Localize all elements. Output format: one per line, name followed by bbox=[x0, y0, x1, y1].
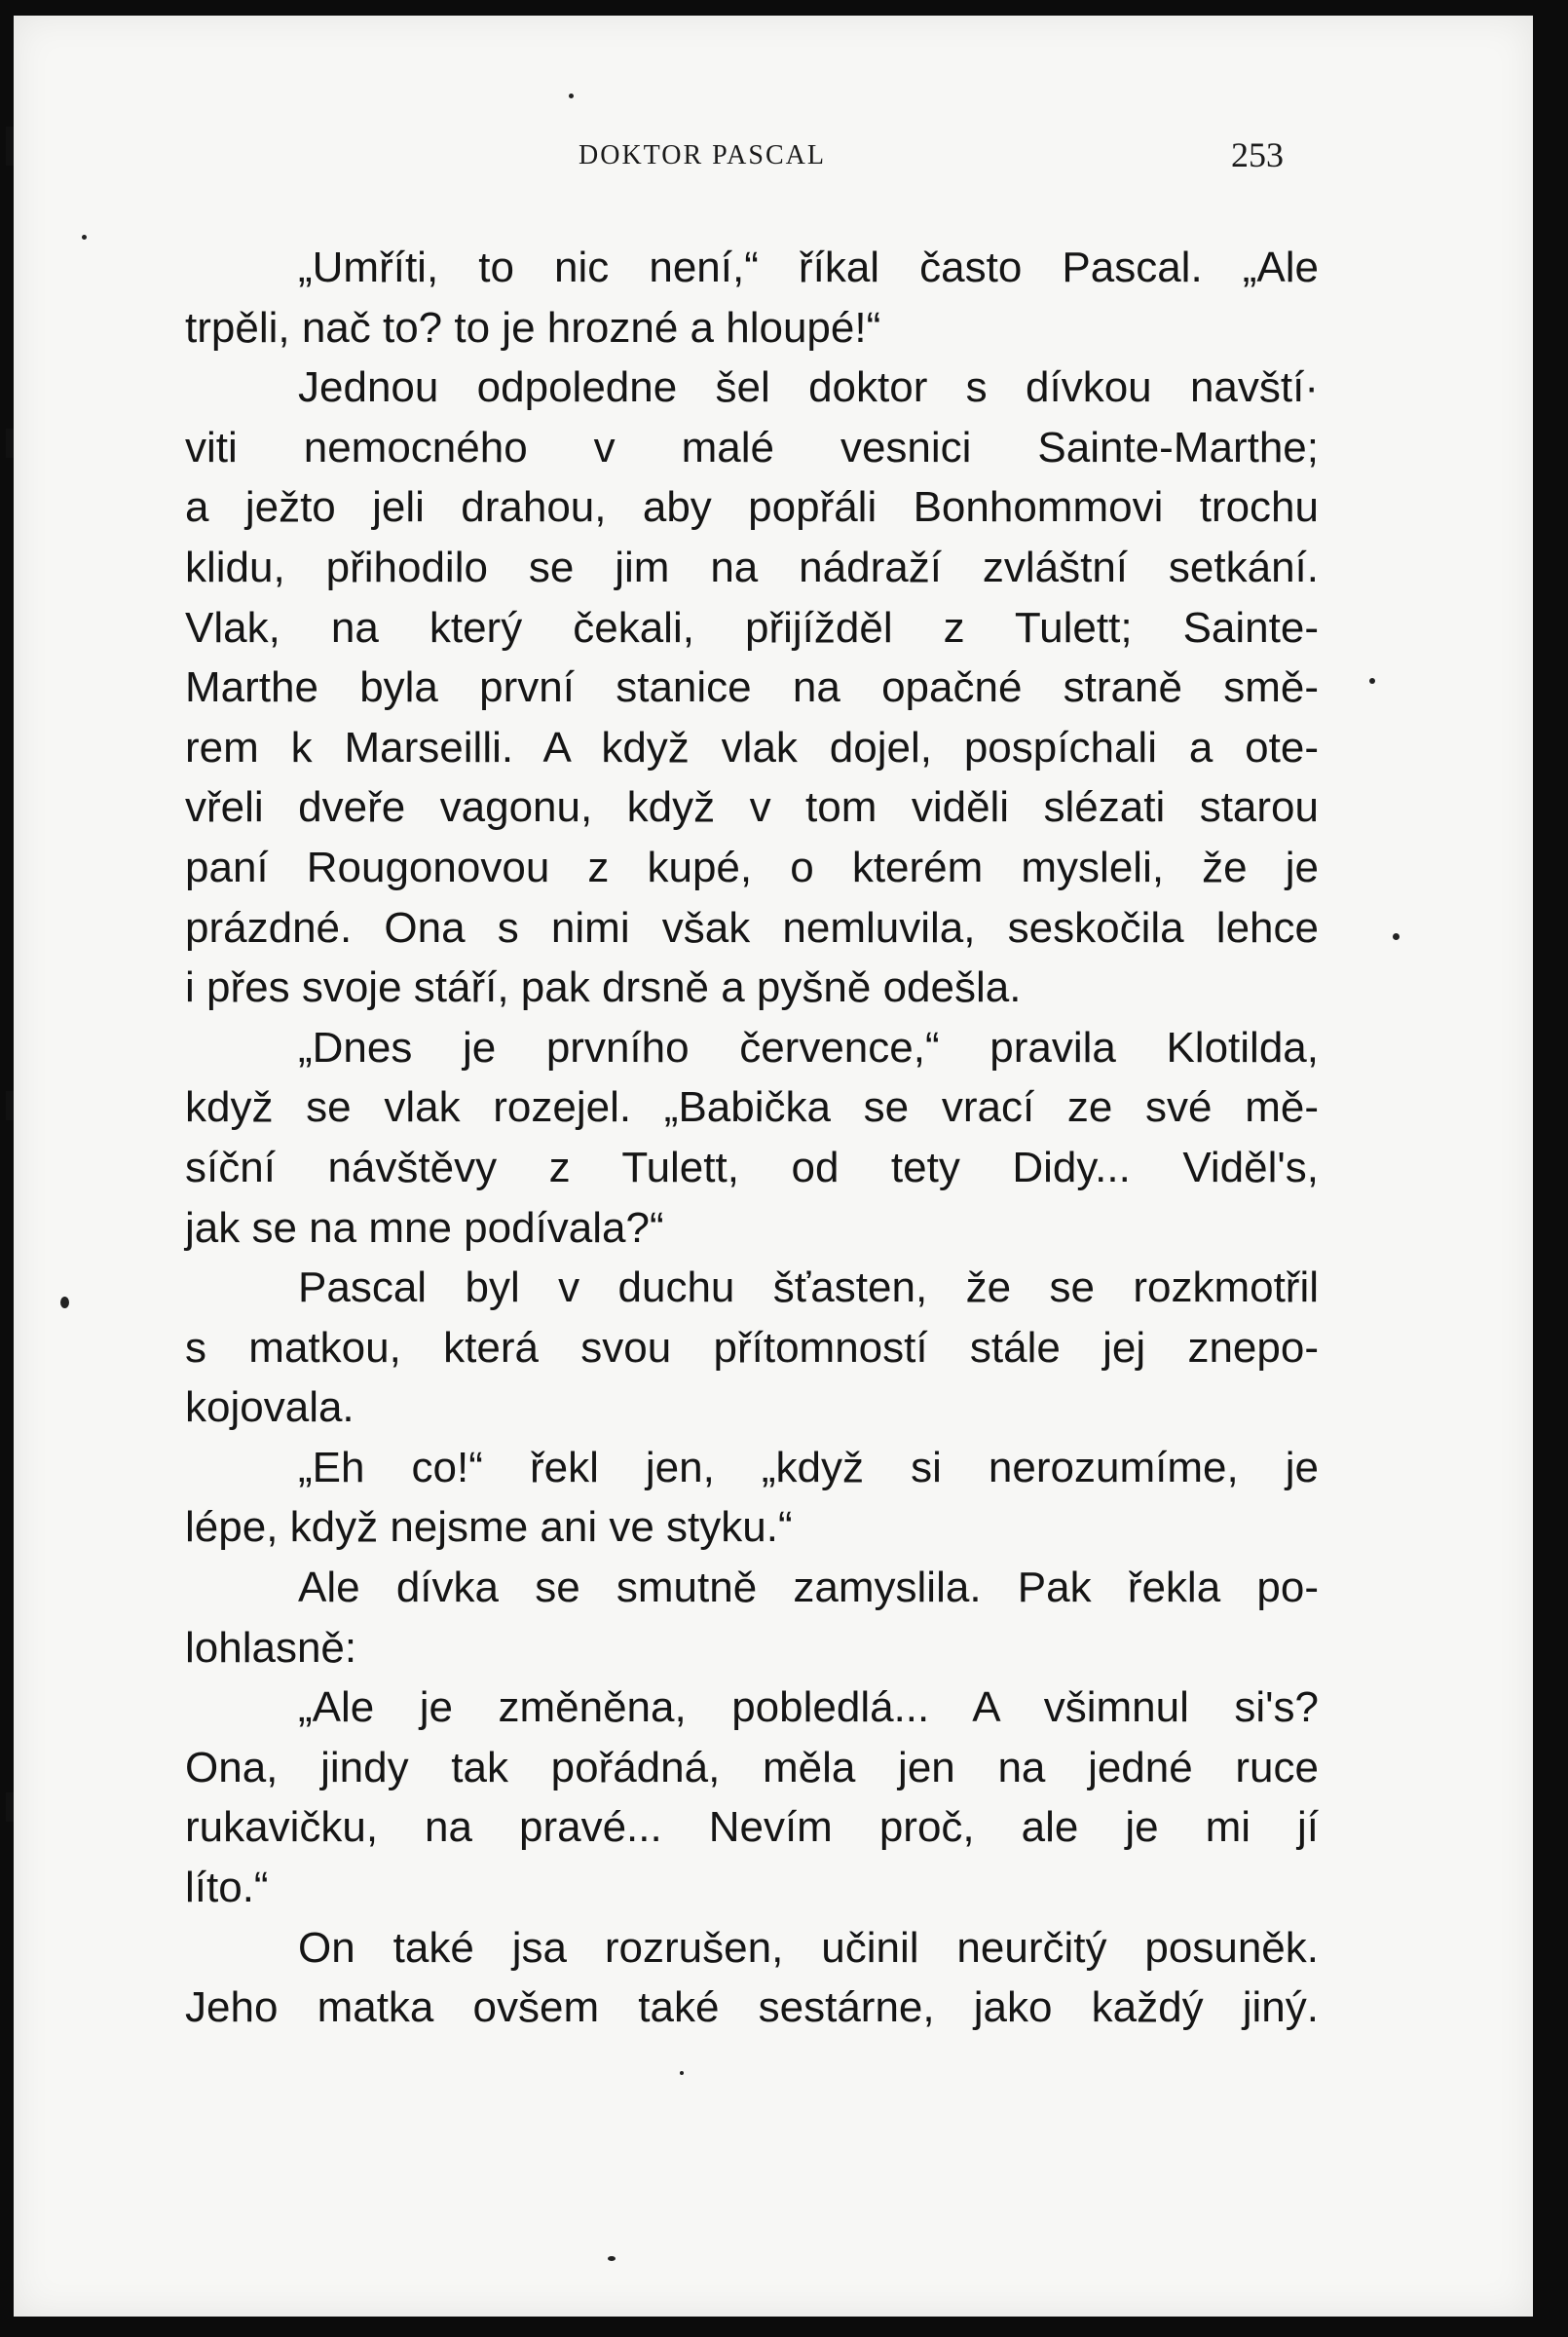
text-line: prázdné. Ona s nimi však nemluvila, seskočila lehce bbox=[185, 903, 1319, 952]
scan-speck bbox=[569, 94, 574, 98]
text-line: a ježto jeli drahou, aby popřáli Bonhommovi trochu bbox=[185, 483, 1319, 532]
binding-mark bbox=[6, 429, 14, 458]
book-page bbox=[14, 16, 1533, 2317]
text-line: i přes svoje stáří, pak drsně a pyšně odešla. bbox=[185, 963, 1022, 1012]
text-line: Ale dívka se smutně zamyslila. Pak řekla po- bbox=[298, 1564, 1319, 1612]
text-line: jak se na mne podívala?“ bbox=[185, 1203, 664, 1252]
page-header bbox=[14, 132, 1533, 181]
text-line: „Dnes je prvního července,“ pravila Klotilda, bbox=[298, 1023, 1319, 1072]
text-line: líto.“ bbox=[185, 1864, 269, 1912]
text-line: Jednou odpoledne šel doktor s dívkou navští· bbox=[298, 363, 1319, 412]
text-line: kojovala. bbox=[185, 1383, 355, 1432]
running-title: DOKTOR PASCAL bbox=[579, 140, 826, 170]
text-line: když se vlak rozejel. „Babička se vrací ze své mě- bbox=[185, 1083, 1319, 1132]
scan-speck bbox=[82, 235, 87, 240]
text-line: On také jsa rozrušen, učinil neurčitý posuněk. bbox=[298, 1923, 1319, 1972]
text-line: vřeli dveře vagonu, když v tom viděli slézati starou bbox=[185, 783, 1319, 832]
text-line: klidu, přihodilo se jim na nádraží zvláštní setkání. bbox=[185, 543, 1319, 591]
text-line: paní Rougonovou z kupé, o kterém mysleli, že je bbox=[185, 843, 1319, 891]
text-line: rukavičku, na pravé... Nevím proč, ale je mi jí bbox=[185, 1803, 1319, 1852]
text-line: trpěli, nač to? to je hrozné a hloupé!“ bbox=[185, 303, 881, 352]
text-line: s matkou, která svou přítomností stále jej znepo- bbox=[185, 1323, 1319, 1372]
scan-speck bbox=[60, 1297, 69, 1308]
binding-mark bbox=[6, 1091, 14, 1120]
text-line: Marthe byla první stanice na opačné straně smě- bbox=[185, 663, 1319, 712]
scan-speck bbox=[1369, 678, 1375, 684]
text-line: „Umříti, to nic není,“ říkal často Pascal. „Ale bbox=[298, 244, 1319, 291]
scan-speck bbox=[1393, 933, 1400, 940]
scan-speck bbox=[608, 2256, 616, 2261]
text-line: Pascal byl v duchu šťasten, že se rozkmotřil bbox=[298, 1263, 1319, 1312]
binding-mark bbox=[6, 127, 14, 166]
text-line: lohlasně: bbox=[185, 1623, 357, 1672]
scan-speck bbox=[680, 2071, 684, 2075]
text-line: rem k Marseilli. A když vlak dojel, pospíchali a ote- bbox=[185, 723, 1319, 772]
body-text bbox=[185, 238, 1319, 2038]
text-line: síční návštěvy z Tulett, od tety Didy... Viděl's, bbox=[185, 1143, 1319, 1191]
text-line: „Ale je změněna, pobledlá... A všimnul si's? bbox=[298, 1683, 1319, 1732]
binding-mark bbox=[6, 1792, 14, 1822]
text-line: viti nemocného v malé vesnici Sainte-Marthe; bbox=[185, 423, 1319, 471]
text-line: Jeho matka ovšem také sestárne, jako každý jiný. bbox=[185, 1983, 1319, 2032]
text-line: „Eh co!“ řekl jen, „když si nerozumíme, je bbox=[298, 1443, 1319, 1491]
text-line: Ona, jindy tak pořádná, měla jen na jedné ruce bbox=[185, 1743, 1319, 1791]
text-line: Vlak, na který čekali, přijížděl z Tulett; Sainte- bbox=[185, 603, 1319, 652]
page-number: 253 bbox=[1231, 135, 1284, 174]
text-line: lépe, když nejsme ani ve styku.“ bbox=[185, 1503, 793, 1552]
